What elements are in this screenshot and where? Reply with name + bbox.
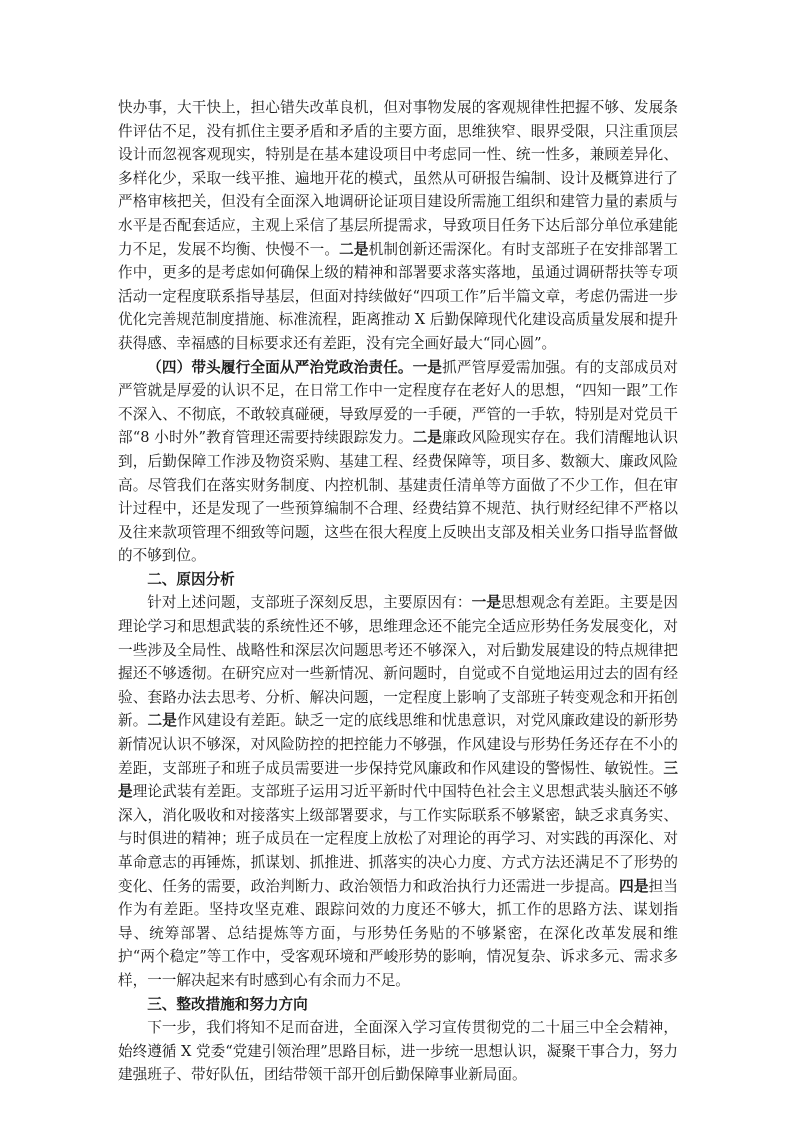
bold-marker-first: 一是	[471, 594, 502, 612]
bold-marker-fourth: 四是	[619, 877, 649, 895]
paragraph-text: 抓严管厚爱需加强。有的支部成员对严管就是厚爱的认识不足，在日常工作中一定程度存在老好人的思想，“四知一跟”工作不深入、不彻底，不敢较真碰硬，导致厚爱的一手硬，严管的一手软，特别是对党员干部“8 小时外”教育管理还需要持续跟踪发力。	[118, 358, 678, 447]
heading-rectification: 三、整改措施和努力方向	[147, 995, 308, 1013]
paragraph-text: 担当作为有差距。坚持攻坚克难、跟踪问效的力度还不够大，抓工作的思路方法、谋划指导、统筹部署、总结提炼等方面，与形势任务贴的不够紧密，在深化改革发展和维护“两个稳定”等工作中，受客观环境和严峻形势的影响，情况复杂、诉求多元、需求多样，一一解决起来有时感到心有余而力不足。	[118, 877, 678, 989]
document-page	[118, 96, 678, 1087]
bold-marker-second: 二是	[147, 712, 177, 730]
paragraph-text: 思想观念有差距。主要是因理论学习和思想武装的系统性还不够，思维理念还不能完全适应形势任务发展变化，对一些涉及全局性、战略性和深层次问题思考还不够深入，对后勤发展建设的特点规律把握还不够透彻。在研究应对一些新情况、新问题时，自觉或不自觉地运用过去的固有经验、套路办法去思考、分析、解决问题，一定程度上影响了支部班子转变观念和开拓创新。	[118, 594, 678, 730]
paragraph-text: 作风建设有差距。缺乏一定的底线思维和忧患意识，对党风廉政建设的新形势新情况认识不够深，对风险防控的把控能力不够强，作风建设与形势任务还存在不小的差距，支部班子和班子成员需要进一步保持党风廉政和作风建设的警惕性、敏锐性。	[118, 712, 678, 777]
paragraph-next-steps: 下一步，我们将知不足而奋进，全面深入学习宣传贯彻党的二十届三中全会精神，始终遵循 X 党委“党建引领治理”思路目标，进一步统一思想认识，凝聚干事合力，努力建强班子、带好队伍，团结带领干部开创后勤保障事业新局面。	[118, 1019, 678, 1084]
section-subheading: （四）带头履行全面从严治党政治责任。	[147, 358, 413, 376]
bold-marker-third: 三是	[118, 759, 678, 801]
paragraph-text: 理论武装有差距。支部班子运用习近平新时代中国特色社会主义思想武装头脑还不够深入，消化吸收和对接落实上级部署要求，与工作实际联系不够紧密，缺乏求真务实、与时俱进的精神；班子成员在一定程度上放松了对理论的再学习、对实践的再深化、对革命意志的再锤炼，抓谋划、抓推进、抓落实的决心力度、方式方法还满足不了形势的变化、任务的需要，政治判断力、政治领悟力和政治执行力还需进一步提高。	[118, 783, 678, 895]
bold-marker-second: 二是	[339, 240, 369, 258]
paragraph-discipline	[118, 356, 678, 568]
paragraph-text: 针对上述问题，支部班子深刻反思，主要原因有：	[147, 594, 472, 612]
heading-cause-analysis: 二、原因分析	[147, 570, 235, 588]
paragraph-text: 廉政风险现实存在。我们清醒地认识到，后勤保障工作涉及物资采购、基建工程、经费保障等，项目多、数额大、廉政风险高。尽管我们在落实财务制度、内控机制、基建责任清单等方面做了不少工作，但在审计过程中，还是发现了一些预算编制不合理、经费结算不规范、执行财经纪律不严格以及往来款项管理不细致等问题，这些在很大程度上反映出支部及相关业务口指导监督做的不够到位。	[118, 429, 678, 565]
paragraph-problems-continued	[118, 96, 678, 356]
paragraph-text: 机制创新还需深化。有时支部班子在安排部署工作中，更多的是考虑如何确保上级的精神和部署要求落实落地，虽通过调研帮扶等专项活动一定程度联系指导基层，但面对持续做好“四项工作”后半篇文章，考虑仍需进一步优化完善规范制度措施、标准流程，距离推动 X 后勤保障现代化建设高质量发展和提升获得感、幸福感的目标要求还有差距，没有完全画好最大“同心圆”。	[118, 240, 678, 352]
bold-marker-first: 一是	[412, 358, 443, 376]
paragraph-text: 快办事，大干快上，担心错失改革良机，但对事物发展的客观规律性把握不够、发展条件评估不足，没有抓住主要矛盾和矛盾的主要方面，思维狭窄、眼界受限，只注重顶层设计而忽视客观现实，特别是在基本建设项目中考虑同一性、统一性多，兼顾差异化、多样化少，采取一线平推、遍地开花的模式，虽然从可研报告编制、设计及概算进行了严格审核把关，但没有全面深入地调研论证项目建设所需施工组织和建管力量的素质与水平是否配套适应，主观上采信了基层所提需求，导致项目任务下达后部分单位承建能力不足，发展不均衡、快慢不一。	[118, 99, 678, 258]
paragraph-causes	[118, 591, 678, 992]
bold-marker-second: 二是	[412, 429, 443, 447]
